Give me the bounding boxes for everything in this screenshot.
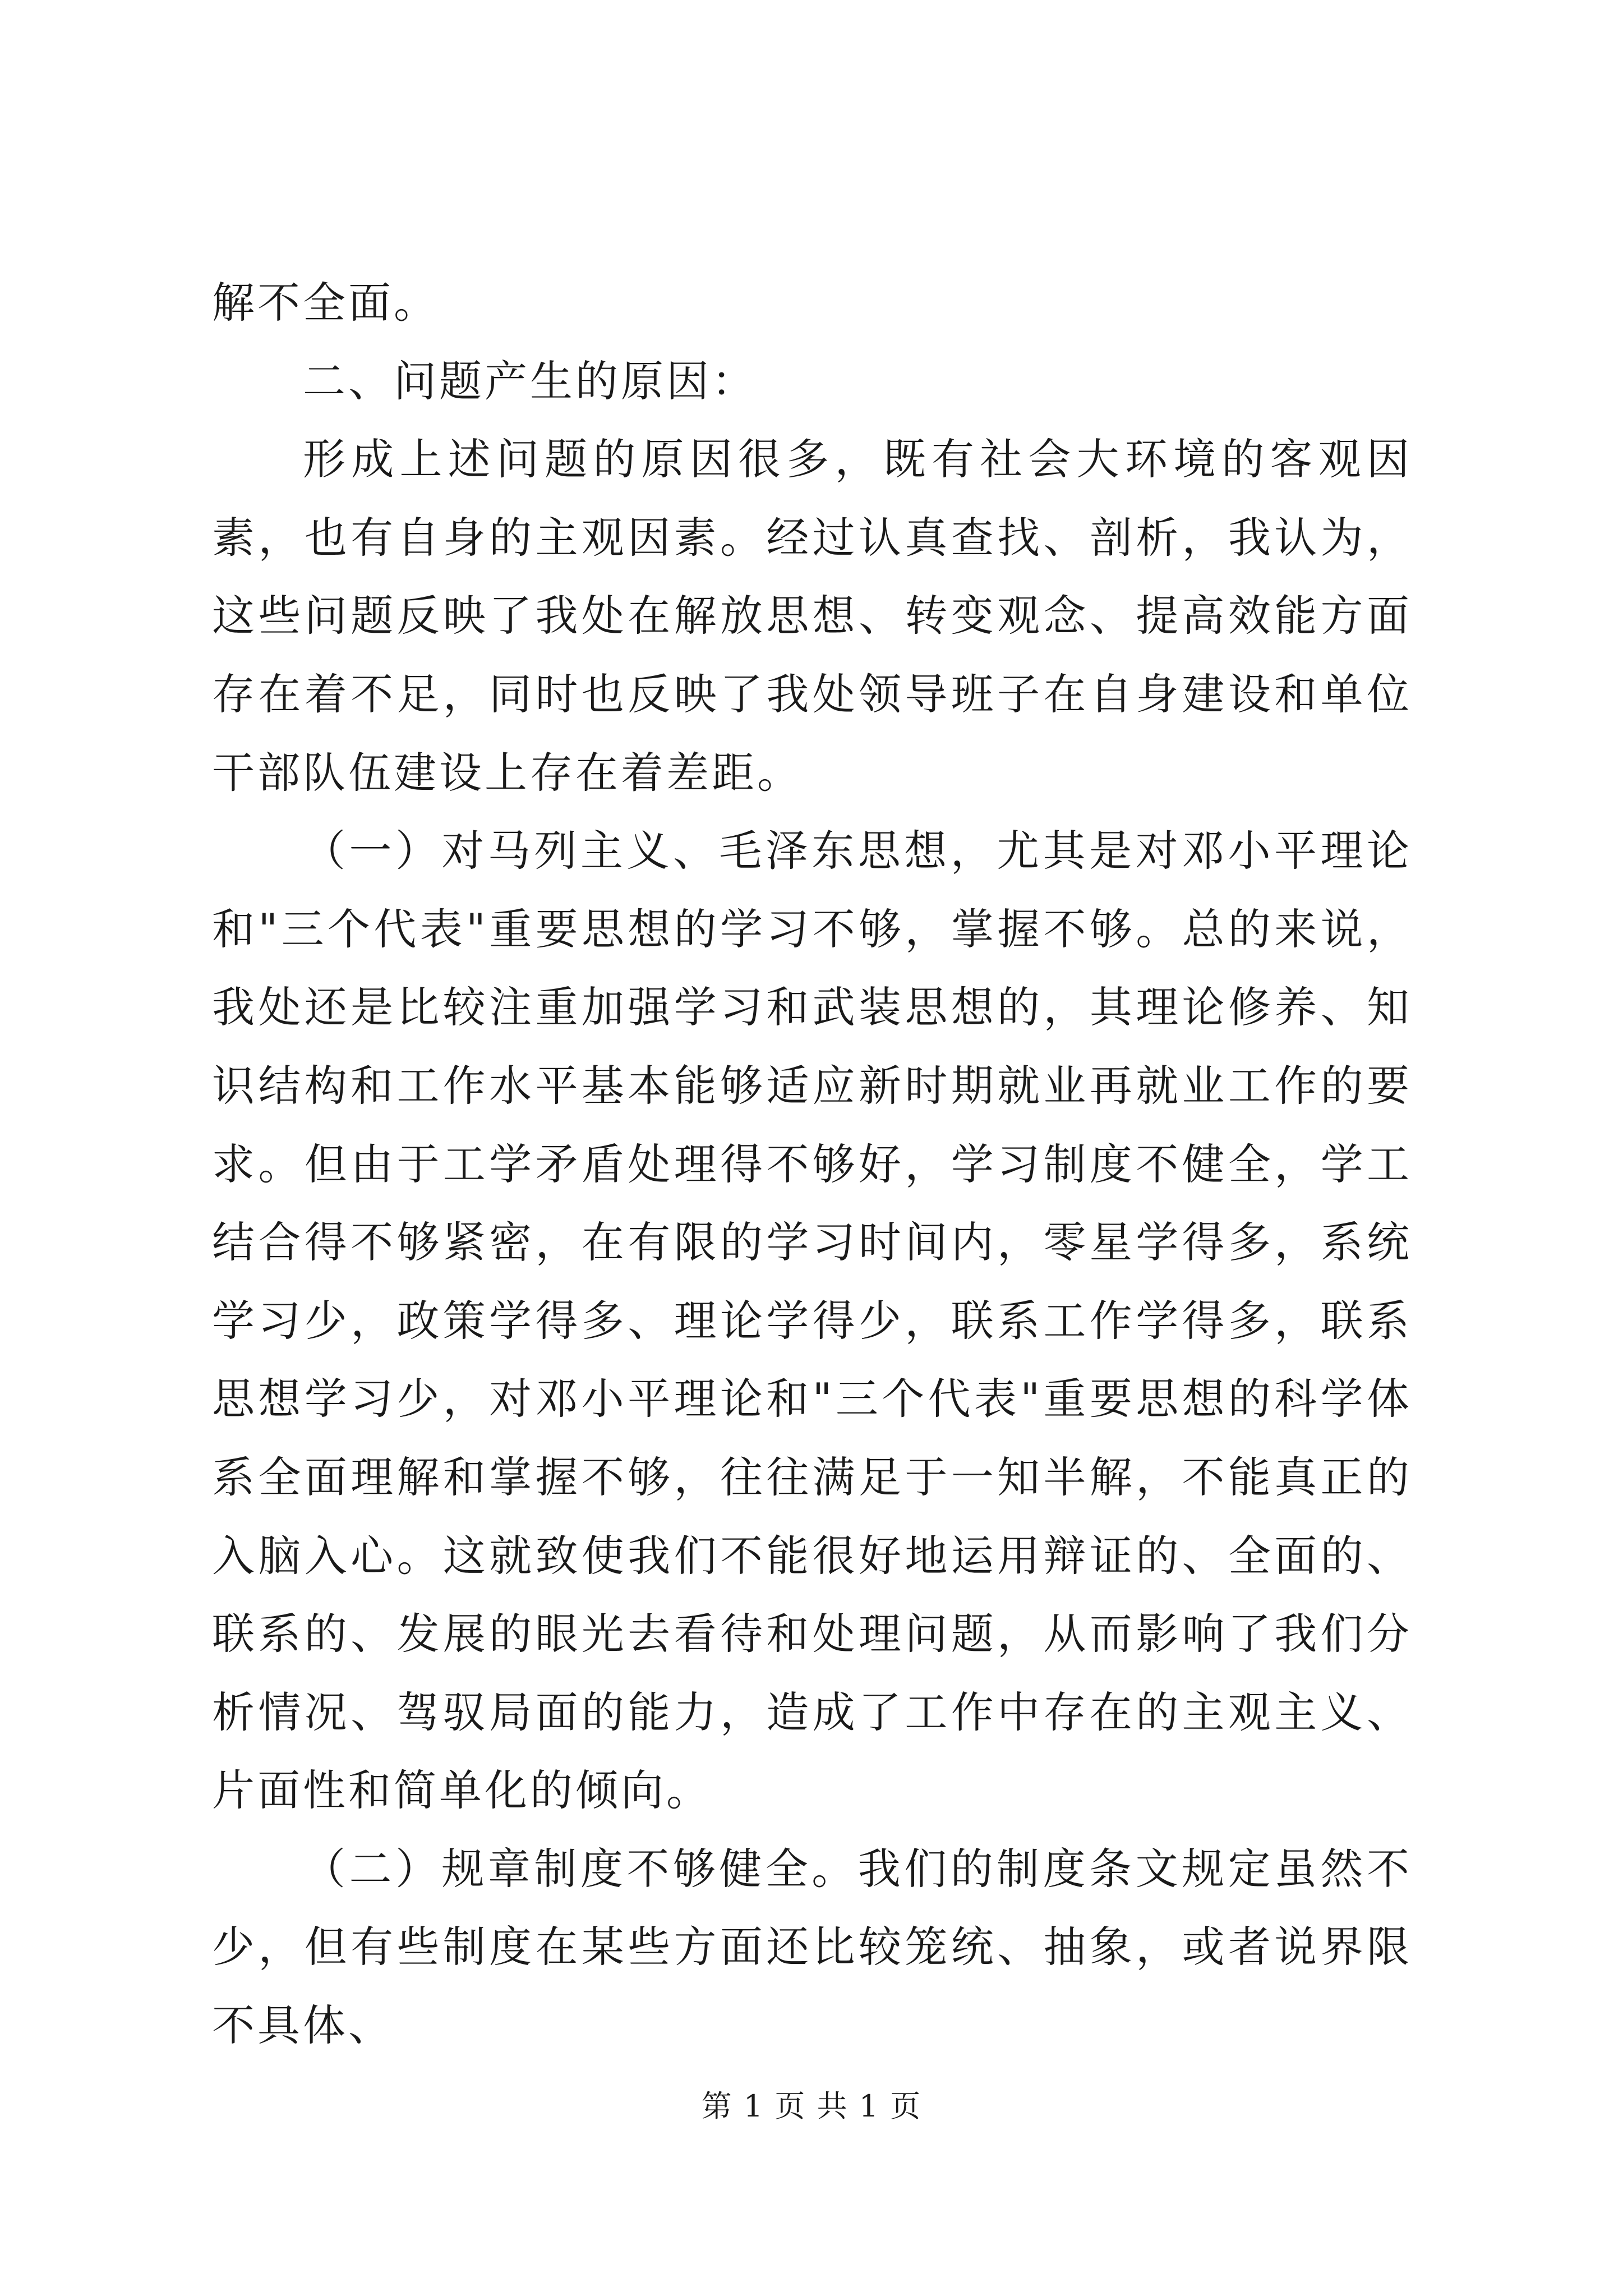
page-footer: 第 1 页 共 1 页 — [701, 2088, 922, 2124]
paragraph-item-one: （一）对马列主义、毛泽东思想，尤其是对邓小平理论和"三个代表"重要思想的学习不够，掌握不够。总的来说，我处还是比较注重加强学习和武装思想的，其理论修养、知识结构和工作水平基本能够适应新时期就业再就业工作的要求。但由于工学矛盾处理得不够好，学习制度不健全，学工结合得不够紧密，在有限的学习时间内，零星学得多，系统学习少，政策学得多、理论学得少，联系工作学得多，联系思想学习少，对邓小平理论和"三个代表"重要思想的科学体系全面理解和掌握不够，往往满足于一知半解，不能真正的入脑入心。这就致使我们不能很好地运用辩证的、全面的、联系的、发展的眼光去看待和处理问题，从而影响了我们分析情况、驾驭局面的能力，造成了工作中存在的主观主义、片面性和简单化的倾向。 — [212, 826, 1412, 1816]
section-heading-causes: 二、问题产生的原因： — [303, 356, 757, 406]
paragraph-continuation: 解不全面。 — [212, 278, 439, 328]
paragraph-causes-intro: 形成上述问题的原因很多，既有社会大环境的客观因素，也有自身的主观因素。经过认真查找、剖析，我认为，这些问题反映了我处在解放思想、转变观念、提高效能方面存在着不足，同时也反映了我处领导班子在自身建设和单位干部队伍建设上存在着差距。 — [212, 434, 1412, 798]
paragraph-item-two: （二）规章制度不够健全。我们的制度条文规定虽然不少，但有些制度在某些方面还比较笼统、抽象，或者说界限不具体、 — [212, 1843, 1412, 2051]
document-body — [212, 264, 1412, 2065]
